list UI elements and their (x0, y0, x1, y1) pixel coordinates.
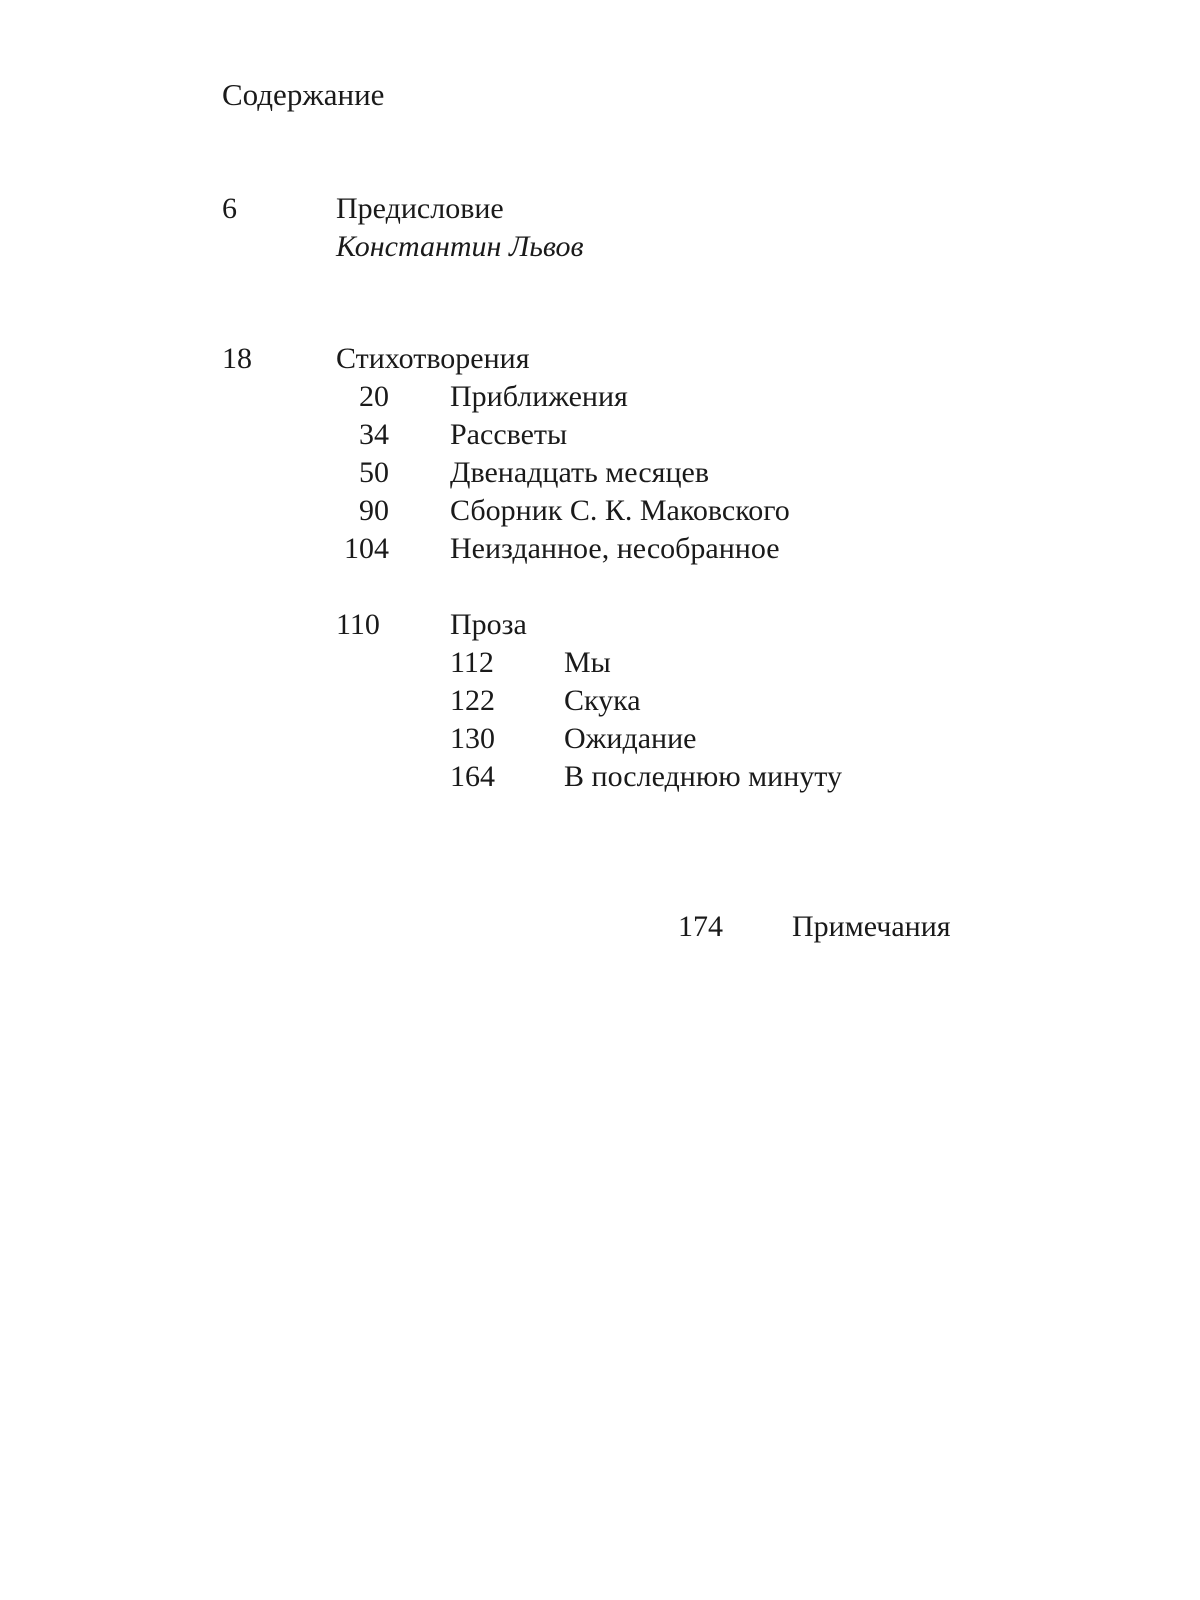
toc-subentry (336, 378, 936, 416)
toc-entry-label: Стихотворения (336, 342, 530, 375)
toc-page-number: 164 (450, 760, 495, 793)
toc-entry-poems (222, 340, 722, 378)
toc-entry-label: Мы (564, 646, 611, 679)
preface-author: Константин Львов (336, 230, 584, 263)
toc-entry-preface (222, 190, 722, 228)
toc-subentry (450, 720, 950, 758)
toc-entry-label: Предисловие (336, 192, 504, 225)
toc-entry-label: Ожидание (564, 722, 697, 755)
toc-subentry (336, 530, 936, 568)
toc-page-number: 174 (678, 910, 723, 943)
toc-entry-label: Неизданное, несобранное (450, 532, 780, 565)
toc-entry-label: В последнюю минуту (564, 760, 842, 793)
toc-subentry (336, 454, 936, 492)
toc-page-number: 110 (336, 608, 380, 641)
toc-entry-label: Двенадцать месяцев (450, 456, 709, 489)
toc-subentry (336, 492, 936, 530)
toc-subentry (450, 644, 950, 682)
toc-page-number: 18 (222, 342, 252, 375)
toc-page-number: 122 (450, 684, 495, 717)
toc-page-number: 6 (222, 192, 237, 225)
toc-page-number: 50 (359, 456, 389, 489)
toc-page-number: 34 (359, 418, 389, 451)
toc-entry-prose (336, 606, 936, 644)
toc-entry-label: Сборник С. К. Маковского (450, 494, 790, 527)
toc-page-number: 112 (450, 646, 494, 679)
toc-page-number: 130 (450, 722, 495, 755)
toc-entry-label: Скука (564, 684, 641, 717)
toc-entry-label: Рассветы (450, 418, 568, 451)
toc-entry-notes (678, 908, 1078, 946)
toc-subentry (450, 758, 950, 796)
toc-subentry (450, 682, 950, 720)
toc-entry-label: Приближения (450, 380, 628, 413)
toc-entry-label: Проза (450, 608, 527, 641)
page-title: Содержание (222, 77, 385, 112)
toc-entry-label: Примечания (792, 910, 951, 943)
toc-page-number: 90 (359, 494, 389, 527)
toc-subentry (336, 416, 936, 454)
toc-page-number: 104 (344, 532, 389, 565)
toc-page-number: 20 (359, 380, 389, 413)
